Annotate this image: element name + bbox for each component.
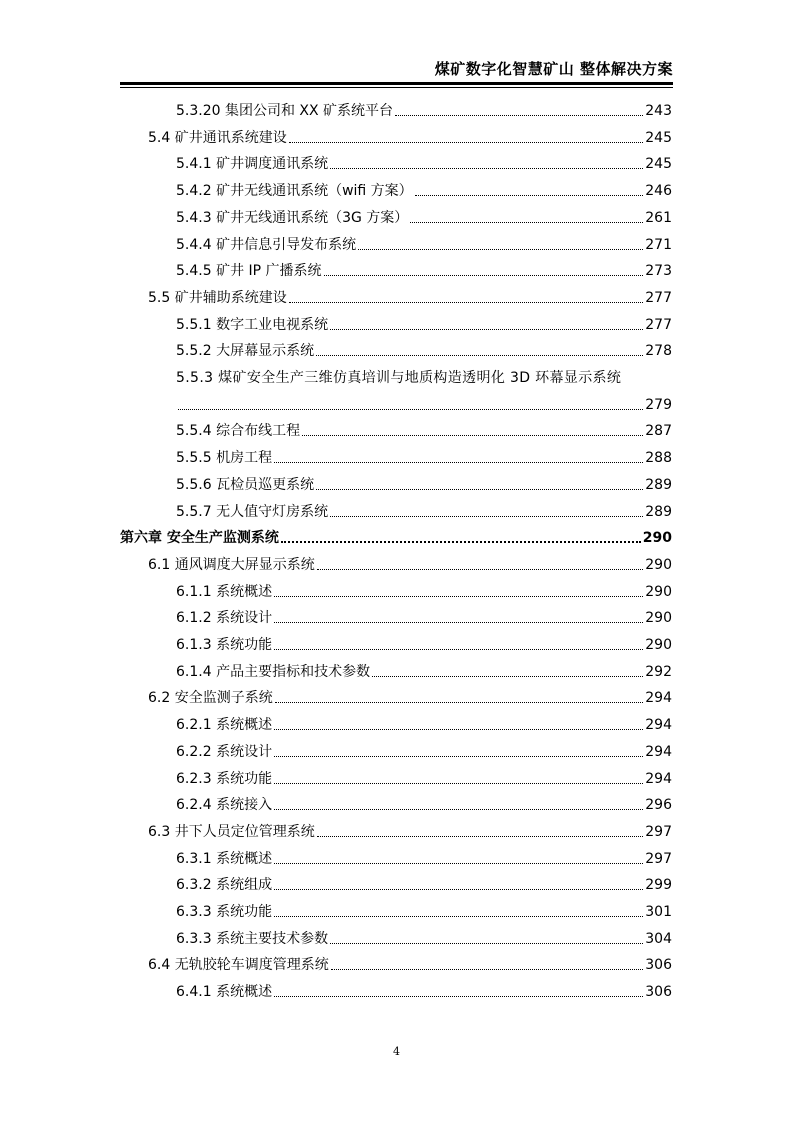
toc-entry-page: 288 [645,450,672,467]
toc-subsection-entry[interactable] [176,659,672,681]
toc-subsection-entry[interactable] [176,632,672,654]
toc-entry-page: 289 [645,476,672,493]
toc-subsection-entry[interactable] [176,258,672,280]
toc-entry-page: 287 [645,423,672,440]
toc-entry-page: 290 [645,583,672,600]
header-rule-thin [120,87,673,88]
toc-chapter-entry[interactable] [120,525,672,547]
toc-entry-page: 294 [645,770,672,787]
leader-dots [330,942,643,944]
leader-dots [316,354,643,356]
toc-section-entry[interactable] [148,285,672,307]
toc-subsection-entry[interactable] [176,418,672,440]
toc-entry-label-wrapped[interactable]: 5.5.3 煤矿安全生产三维仿真培训与地质构造透明化 3D 环幕显示系统 [176,370,622,386]
toc-subsection-entry[interactable] [176,739,672,761]
toc-entry-page: 290 [642,530,672,547]
toc-entry-page: 301 [645,904,672,920]
toc-subsection-entry[interactable] [176,312,672,334]
toc-entry-page: 261 [645,209,672,226]
toc-entry-label: 6.2.3 系统功能 [176,770,273,787]
toc-entry-label: 6.2.1 系统概述 [176,717,273,734]
leader-dots [274,808,643,810]
toc-entry-label: 6.1.3 系统功能 [176,637,273,653]
toc-entry-page: 297 [645,850,672,867]
toc-subsection-entry[interactable] [176,792,672,814]
leader-dots [289,301,644,303]
toc-entry-page: 271 [645,236,672,253]
leader-dots [331,968,644,970]
toc-entry-label: 6.4 无轨胶轮车调度管理系统 [148,957,329,974]
toc-entry-label: 5.4.3 矿井无线通讯系统（3G 方案） [176,209,409,226]
toc-entry-page: 273 [645,263,672,280]
toc-subsection-entry[interactable] [176,445,672,467]
leader-dots [274,461,643,463]
toc-entry-label: 6.3.1 系统概述 [176,850,273,867]
toc-entry-page: 306 [645,957,672,974]
page-number: 4 [393,1045,400,1058]
toc-entry-label: 6.3.3 系统功能 [176,904,273,920]
toc-subsection-entry[interactable] [176,712,672,734]
toc-entry-label: 6.3.2 系统组成 [176,877,273,894]
leader-dots [289,141,644,143]
leader-dots [324,274,644,276]
document-title: 煤矿数字化智慧矿山 整体解决方案 [434,60,673,78]
toc-section-entry[interactable] [148,552,672,574]
toc-subsection-entry[interactable] [176,926,672,948]
header-rule-thick [120,82,673,85]
toc-entry-continuation[interactable] [176,392,672,414]
toc-entry-label: 5.3.20 集团公司和 XX 矿系统平台 [176,103,394,119]
leader-dots [330,328,643,330]
leader-dots [274,728,643,730]
toc-subsection-entry[interactable] [176,579,672,601]
leader-dots [274,782,643,784]
toc-entry-page: 278 [645,343,672,360]
toc-entry-page: 306 [645,984,672,1001]
leader-dots [281,540,641,543]
toc-entry-page: 290 [645,556,672,573]
leader-dots [274,621,643,623]
toc-entry-page: 294 [645,743,672,760]
leader-dots [395,114,643,116]
leader-dots [274,648,643,650]
toc-entry-label: 5.4.5 矿井 IP 广播系统 [176,263,322,280]
leader-dots [274,888,643,890]
toc-entry-page: 292 [645,663,672,680]
leader-dots [274,862,643,864]
toc-entry-label: 6.1.2 系统设计 [176,610,273,627]
toc-entry-label: 6.2.2 系统设计 [176,743,273,760]
leader-dots [275,701,644,703]
toc-entry-label: 5.5.6 瓦检员巡更系统 [176,476,315,493]
toc-entry-label: 6.2.4 系统接入 [176,797,273,814]
toc-subsection-entry[interactable] [176,766,672,788]
toc-entry-label: 6.3 井下人员定位管理系统 [148,823,315,840]
toc-entry-page: 299 [645,877,672,894]
leader-dots [358,248,643,250]
toc-subsection-entry[interactable] [176,872,672,894]
toc-entry-label: 6.1.1 系统概述 [176,583,273,600]
toc-entry-label: 5.5 矿井辅助系统建设 [148,289,287,306]
toc-entry-page: 294 [645,690,672,707]
toc-entry-label: 5.5.2 大屏幕显示系统 [176,343,315,360]
toc-subsection-entry[interactable] [176,899,672,921]
toc-subsection-entry[interactable] [176,605,672,627]
toc-entry-label: 5.4.1 矿井调度通讯系统 [176,156,329,173]
leader-dots [178,408,643,410]
toc-entry-page: 304 [645,930,672,947]
toc-subsection-entry[interactable] [176,472,672,494]
leader-dots [415,194,644,196]
toc-subsection-entry[interactable] [176,151,672,173]
toc-entry-page: 294 [645,717,672,734]
toc-subsection-entry[interactable] [176,979,672,1001]
toc-entry-page: 245 [645,156,672,173]
leader-dots [274,915,643,917]
toc-entry-label: 6.1 通风调度大屏显示系统 [148,556,315,573]
toc-entry-label: 6.2 安全监测子系统 [148,690,273,707]
leader-dots [274,755,643,757]
toc-section-entry[interactable] [148,819,672,841]
toc-entry-page: 290 [645,610,672,627]
toc-subsection-entry[interactable] [176,98,672,120]
toc-entry-page: 246 [645,183,672,200]
toc-section-entry[interactable] [148,952,672,974]
toc-entry-page: 279 [645,396,672,413]
leader-dots [316,488,643,490]
leader-dots [330,515,643,517]
toc-entry-label: 5.5.1 数字工业电视系统 [176,316,329,333]
toc-entry-page: 289 [645,503,672,520]
toc-subsection-entry[interactable] [176,338,672,360]
toc-subsection-entry[interactable] [176,178,672,200]
toc-entry-label: 5.5.5 机房工程 [176,450,273,467]
toc-entry-label: 第六章 安全生产监测系统 [120,530,279,547]
toc-entry-page: 245 [645,129,672,146]
leader-dots [372,675,643,677]
leader-dots [274,995,643,997]
toc-section-entry[interactable] [148,125,672,147]
toc-entry-label: 5.4.2 矿井无线通讯系统（wifi 方案） [176,183,413,200]
leader-dots [410,221,643,223]
toc-section-entry[interactable] [148,685,672,707]
leader-dots [317,835,644,837]
toc-entry-label: 5.4.4 矿井信息引导发布系统 [176,236,357,253]
toc-entry-page: 296 [645,797,672,814]
toc-entry-label: 5.5.4 综合布线工程 [176,423,301,440]
leader-dots [274,595,643,597]
toc-entry-page: 277 [645,316,672,333]
toc-entry-label: 5.4 矿井通讯系统建设 [148,129,287,146]
toc-entry-page: 290 [645,637,672,653]
leader-dots [330,167,643,169]
toc-entry-label: 6.3.3 系统主要技术参数 [176,930,329,947]
toc-subsection-entry[interactable] [176,846,672,868]
toc-entry-page: 277 [645,289,672,306]
toc-entry-page: 297 [645,823,672,840]
leader-dots [317,568,644,570]
toc-entry-label: 5.5.7 无人值守灯房系统 [176,503,329,520]
toc-entry-label: 6.4.1 系统概述 [176,984,273,1001]
toc-subsection-entry[interactable] [176,232,672,254]
toc-entry-page: 243 [645,103,672,119]
toc-subsection-entry[interactable] [176,205,672,227]
leader-dots [302,434,643,436]
toc-entry-label: 6.1.4 产品主要指标和技术参数 [176,663,371,680]
toc-subsection-entry[interactable] [176,499,672,521]
